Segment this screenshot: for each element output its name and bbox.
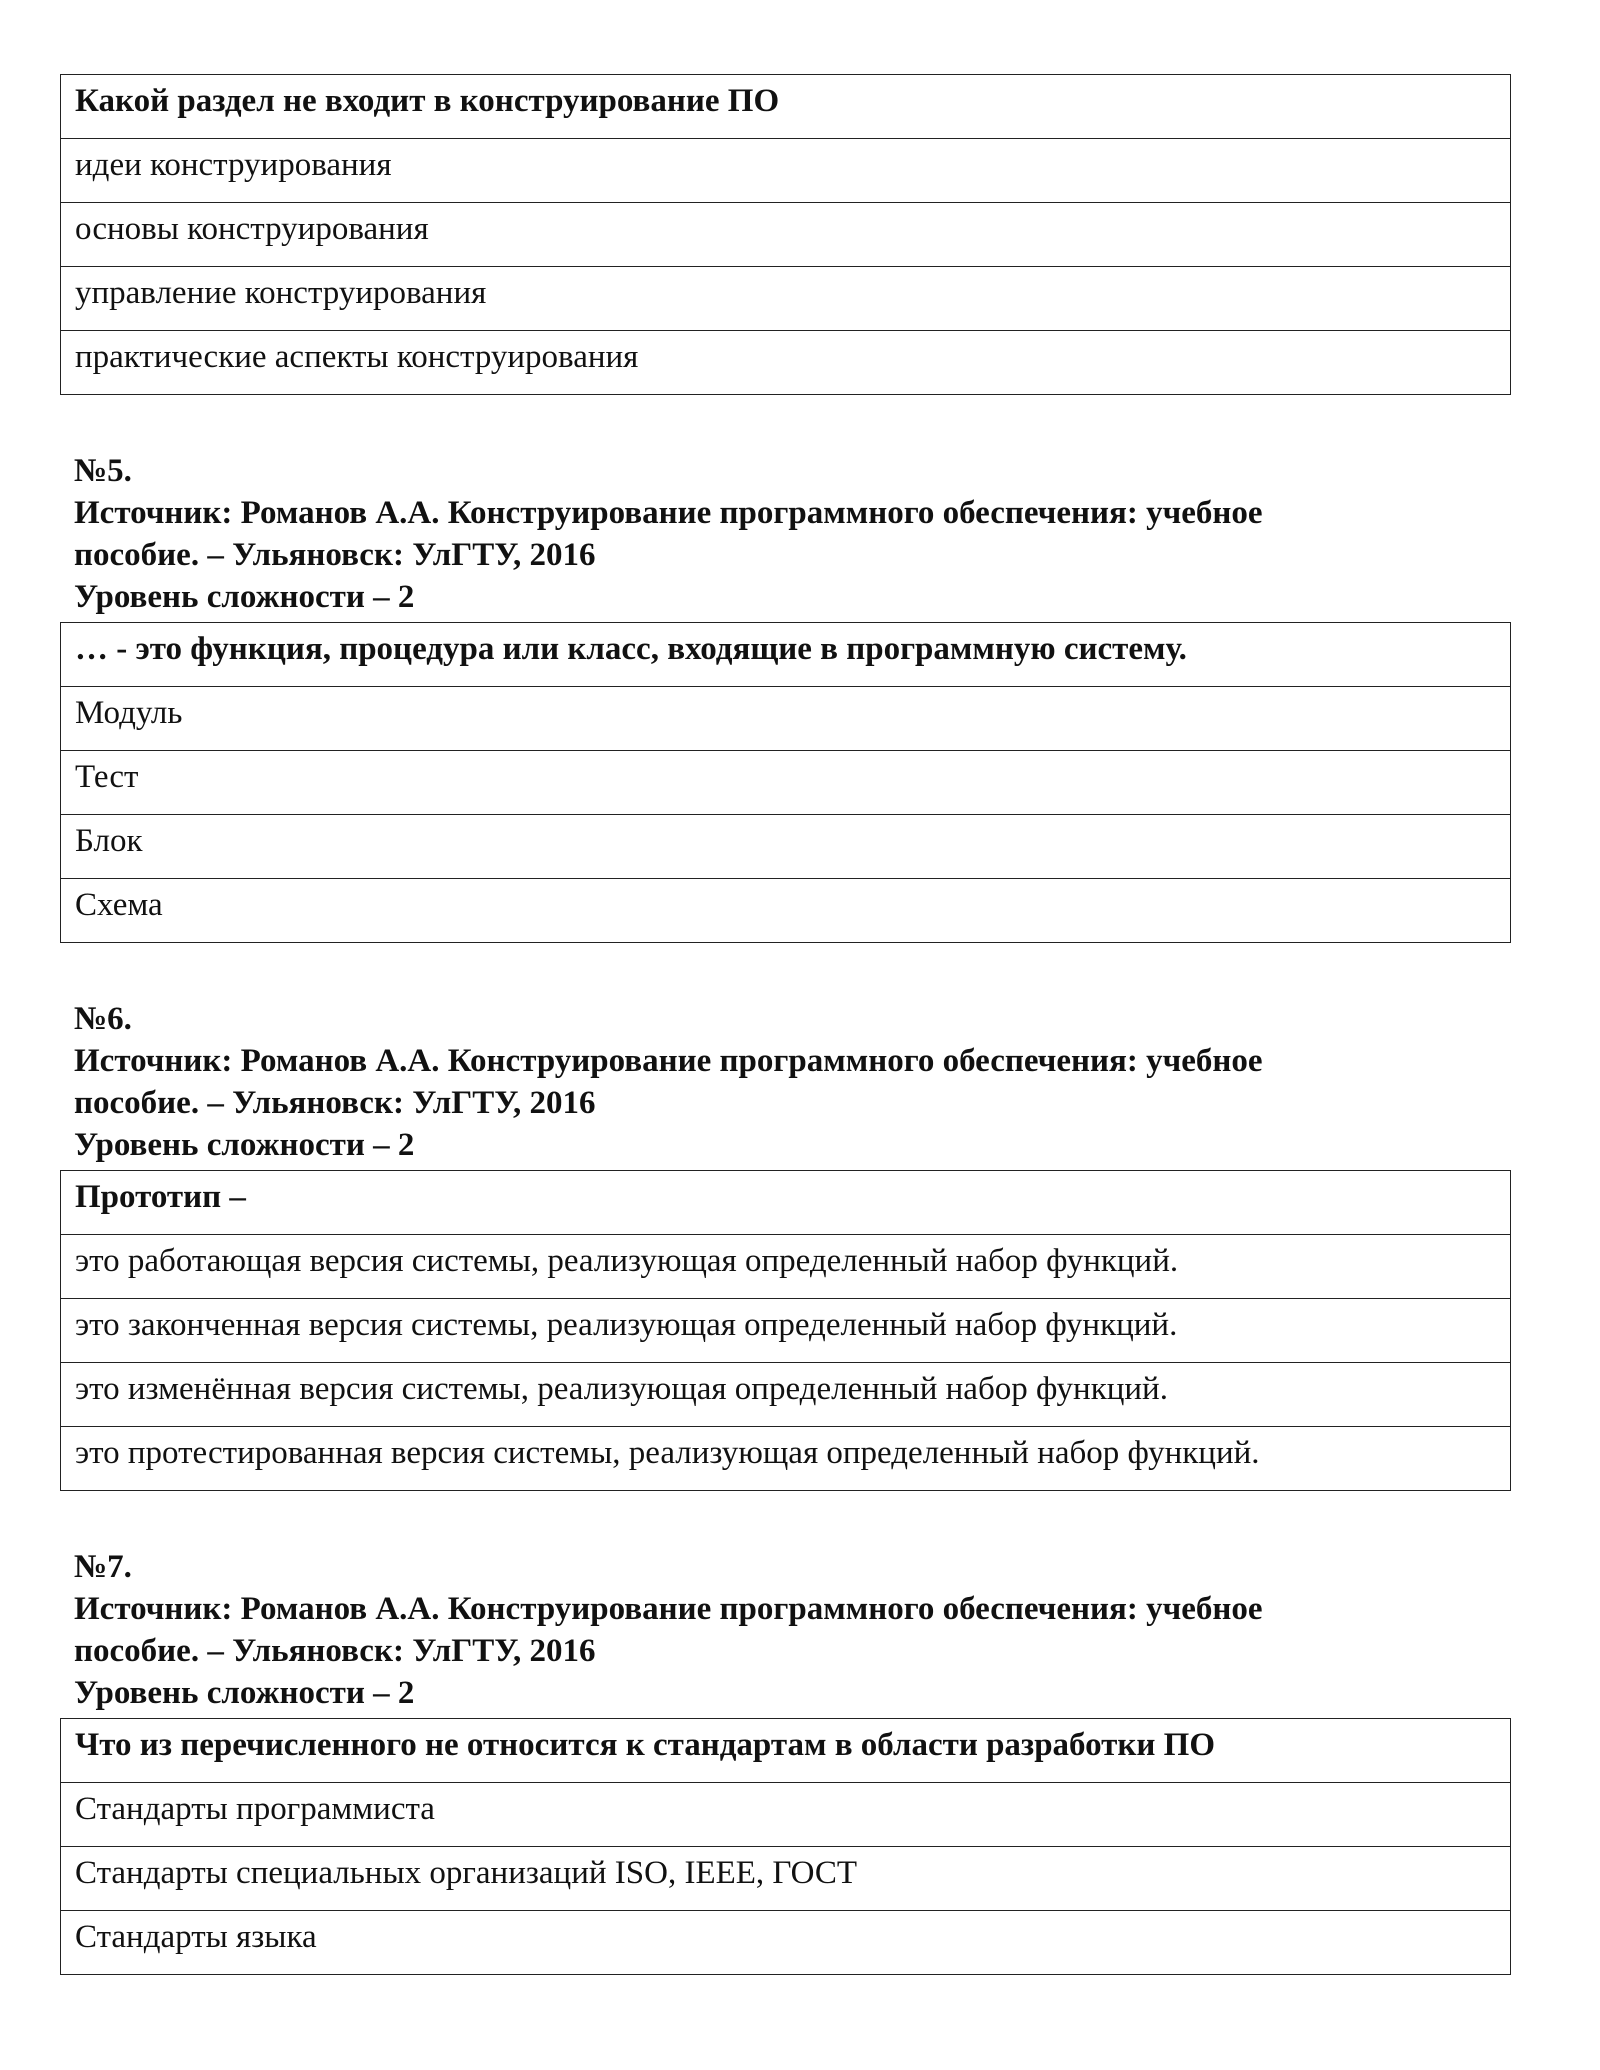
question-number: №5. xyxy=(74,453,132,489)
answer-option: Модуль xyxy=(61,687,1511,751)
source-line: пособие. – Ульяновск: УлГТУ, 2016 xyxy=(74,537,596,573)
answer-option: основы конструирования xyxy=(61,203,1511,267)
answer-option: идеи конструирования xyxy=(61,139,1511,203)
answer-option: это изменённая версия системы, реализующая определенный набор функций. xyxy=(61,1363,1511,1427)
question-header-5 xyxy=(74,450,1504,618)
question-text: Что из перечисленного не относится к стандартам в области разработки ПО xyxy=(61,1719,1511,1783)
source-line: пособие. – Ульяновск: УлГТУ, 2016 xyxy=(74,1085,596,1121)
difficulty-level: Уровень сложности – 2 xyxy=(74,1675,415,1711)
answer-option: Стандарты программиста xyxy=(61,1783,1511,1847)
question-table-7 xyxy=(60,1718,1511,1975)
answer-option: это работающая версия системы, реализующая определенный набор функций. xyxy=(61,1235,1511,1299)
answer-option: это законченная версия системы, реализующая определенный набор функций. xyxy=(61,1299,1511,1363)
question-header-7 xyxy=(74,1546,1504,1714)
answer-option: Схема xyxy=(61,879,1511,943)
answer-option: Тест xyxy=(61,751,1511,815)
source-line: пособие. – Ульяновск: УлГТУ, 2016 xyxy=(74,1633,596,1669)
answer-option: Блок xyxy=(61,815,1511,879)
question-number: №7. xyxy=(74,1549,132,1585)
source-line: Источник: Романов А.А. Конструирование программного обеспечения: учебное xyxy=(74,495,1263,531)
answer-option: это протестированная версия системы, реализующая определенный набор функций. xyxy=(61,1427,1511,1491)
source-line: Источник: Романов А.А. Конструирование программного обеспечения: учебное xyxy=(74,1591,1263,1627)
answer-option: Стандарты специальных организаций ISO, IEEE, ГОСТ xyxy=(61,1847,1511,1911)
question-table-4 xyxy=(60,74,1511,395)
question-table-6 xyxy=(60,1170,1511,1491)
source-line: Источник: Романов А.А. Конструирование программного обеспечения: учебное xyxy=(74,1043,1263,1079)
answer-option: практические аспекты конструирования xyxy=(61,331,1511,395)
answer-option: управление конструирования xyxy=(61,267,1511,331)
question-number: №6. xyxy=(74,1001,132,1037)
question-header-6 xyxy=(74,998,1504,1166)
answer-option: Стандарты языка xyxy=(61,1911,1511,1975)
difficulty-level: Уровень сложности – 2 xyxy=(74,579,415,615)
question-table-5 xyxy=(60,622,1511,943)
question-text: … - это функция, процедура или класс, входящие в программную систему. xyxy=(61,623,1511,687)
question-text: Прототип – xyxy=(61,1171,1511,1235)
question-text: Какой раздел не входит в конструирование ПО xyxy=(61,75,1511,139)
difficulty-level: Уровень сложности – 2 xyxy=(74,1127,415,1163)
